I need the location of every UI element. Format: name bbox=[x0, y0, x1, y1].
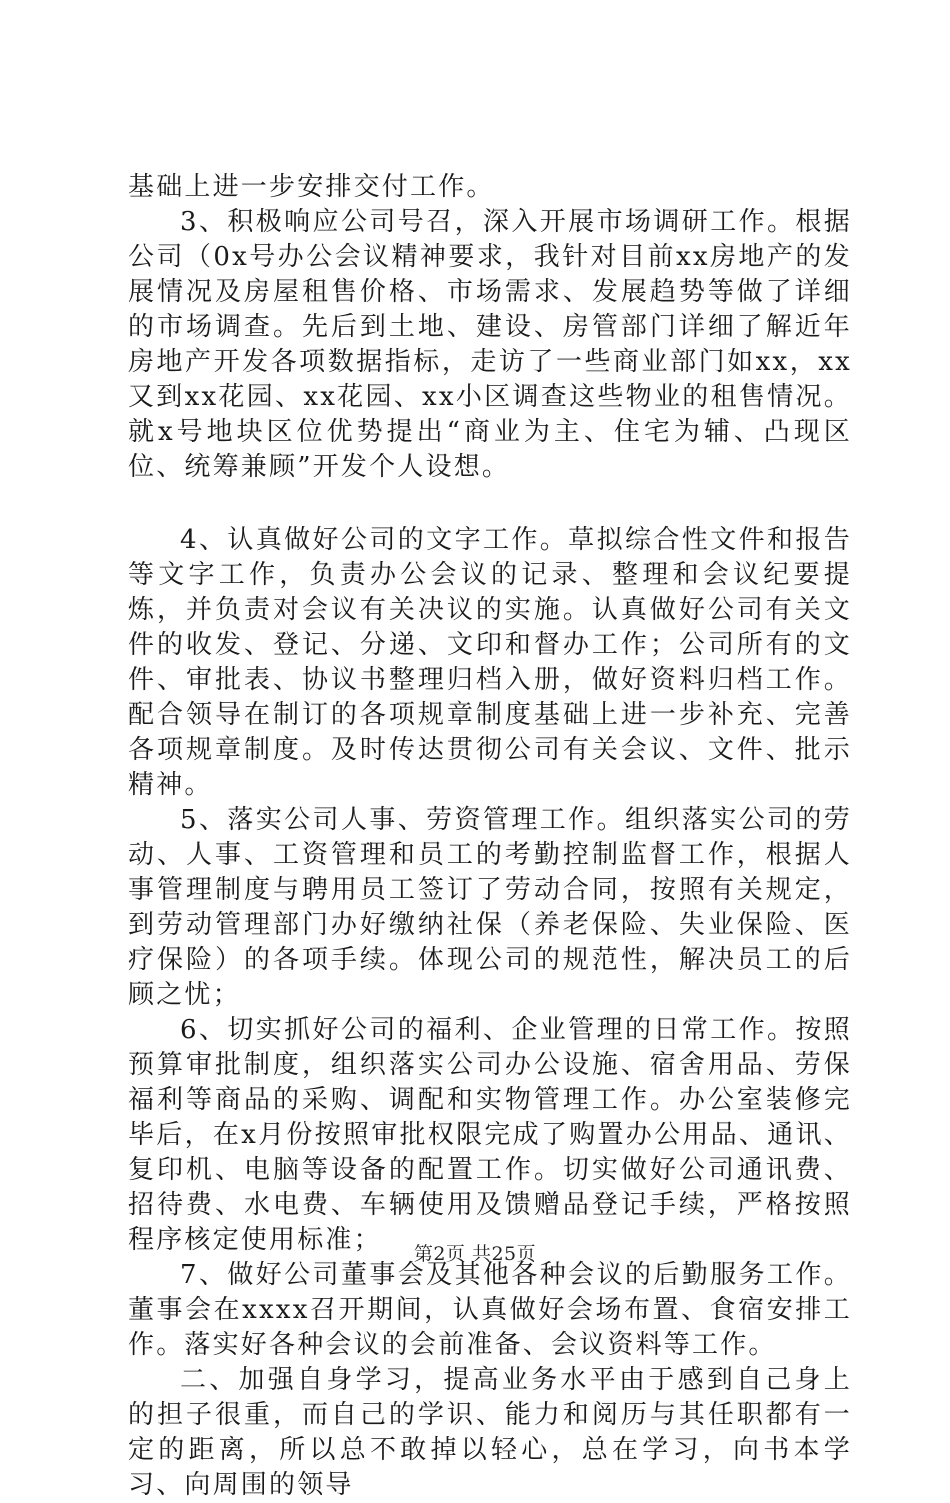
document-body bbox=[128, 170, 852, 1503]
paragraph-item-5: 5、落实公司人事、劳资管理工作。组织落实公司的劳动、人事、工资管理和员工的考勤控制监督工作，根据人事管理制度与聘用员工签订了劳动合同，按照有关规定，到劳动管理部门办好缴纳社保（养老保险、失业保险、医疗保险）的各项手续。体现公司的规范性，解决员工的后顾之忧； bbox=[128, 805, 852, 1010]
paragraph-section-2: 二、加强自身学习，提高业务水平由于感到自己身上的担子很重，而自己的学识、能力和阅历与其任职都有一定的距离，所以总不敢掉以轻心，总在学习，向书本学习、向周围的领导 bbox=[128, 1365, 852, 1500]
page-number-footer: 第2页 共25页 bbox=[413, 1243, 537, 1265]
paragraph-continuation: 基础上进一步安排交付工作。 bbox=[128, 172, 495, 202]
paragraph-item-3: 3、积极响应公司号召，深入开展市场调研工作。根据公司（0x号办公会议精神要求，我针对目前xx房地产的发展情况及房屋租售价格、市场需求、发展趋势等做了详细的市场调查。先后到土地、建设、房管部门详细了解近年房地产开发各项数据指标，走访了一些商业部门如xx，xx又到xx花园、xx花园、xx小区调查这些物业的租售情况。就x号地块区位优势提出“商业为主、住宅为辅、凸现区位、统筹兼顾”开发个人设想。 bbox=[128, 207, 852, 482]
paragraph-item-7: 7、做好公司董事会及其他各种会议的后勤服务工作。董事会在xxxx召开期间，认真做好会场布置、食宿安排工作。落实好各种会议的会前准备、会议资料等工作。 bbox=[128, 1260, 852, 1360]
paragraph-item-4: 4、认真做好公司的文字工作。草拟综合性文件和报告等文字工作，负责办公会议的记录、整理和会议纪要提炼，并负责对会议有关决议的实施。认真做好公司有关文件的收发、登记、分递、文印和督办工作；公司所有的文件、审批表、协议书整理归档入册，做好资料归档工作。配合领导在制订的各项规章制度基础上进一步补充、完善各项规章制度。及时传达贯彻公司有关会议、文件、批示精神。 bbox=[128, 525, 852, 800]
paragraph-item-6: 6、切实抓好公司的福利、企业管理的日常工作。按照预算审批制度，组织落实公司办公设施、宿舍用品、劳保福利等商品的采购、调配和实物管理工作。办公室装修完毕后，在x月份按照审批权限完成了购置办公用品、通讯、复印机、电脑等设备的配置工作。切实做好公司通讯费、招待费、水电费、车辆使用及馈赠品登记手续，严格按照程序核定使用标准； bbox=[128, 1015, 852, 1255]
